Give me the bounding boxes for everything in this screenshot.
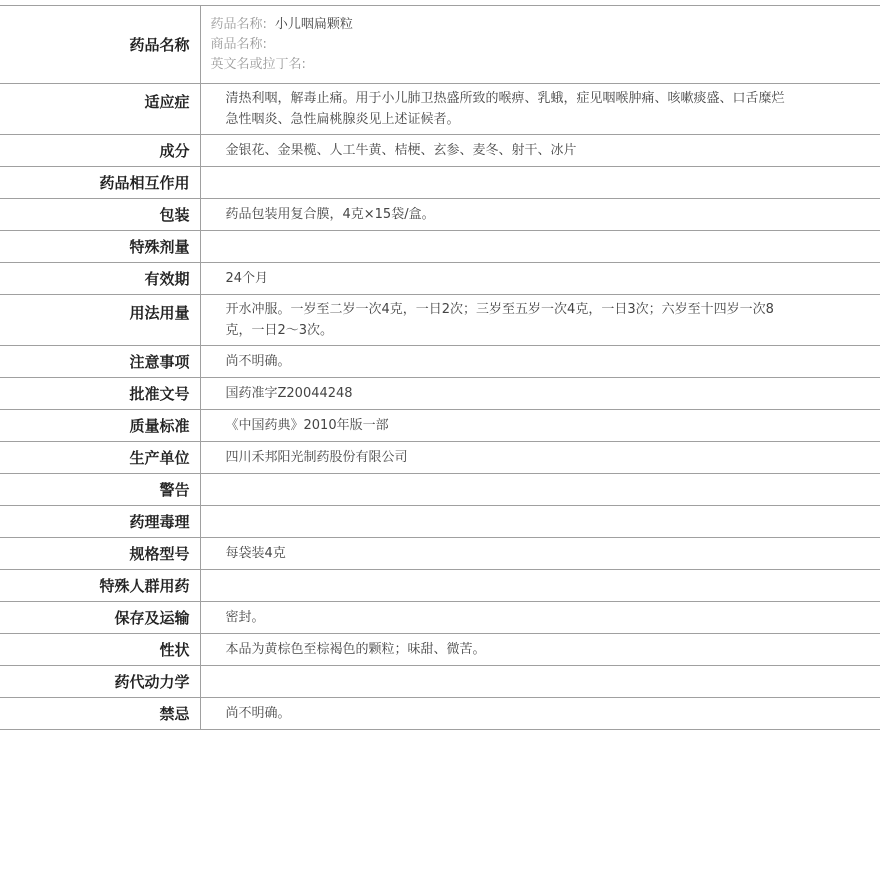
row-indications xyxy=(0,84,880,135)
row-specification xyxy=(0,538,880,570)
row-manufacturer xyxy=(0,442,880,474)
row-label-storage: 保存及运输 xyxy=(0,602,200,634)
row-label-special-populations: 特殊人群用药 xyxy=(0,570,200,602)
row-label-approval-number: 批准文号 xyxy=(0,378,200,410)
row-pharmacokinetics xyxy=(0,666,880,698)
row-description xyxy=(0,634,880,666)
row-drug-name xyxy=(0,6,880,84)
row-interactions xyxy=(0,167,880,199)
row-value-indications: 清热利咽，解毒止痛。用于小儿肺卫热盛所致的喉痹、乳蛾，症见咽喉肿痛、咳嗽痰盛、口舌糜烂急性咽炎、急性扁桃腺炎见上述证候者。 xyxy=(200,84,880,135)
drug-name-key: 药品名称: xyxy=(210,16,267,32)
drug-name-line xyxy=(211,15,880,35)
row-value-special-populations xyxy=(200,570,880,602)
row-packaging xyxy=(0,199,880,231)
row-value-quality-standard: 《中国药典》2010年版一部 xyxy=(200,410,880,442)
drug-info-table xyxy=(0,5,880,730)
drug-name-cell xyxy=(200,6,880,84)
row-label-specification: 规格型号 xyxy=(0,538,200,570)
drug-info-sheet xyxy=(0,5,880,730)
row-value-interactions xyxy=(200,167,880,199)
row-label-interactions: 药品相互作用 xyxy=(0,167,200,199)
row-value-manufacturer: 四川禾邦阳光制药股份有限公司 xyxy=(200,442,880,474)
row-value-precautions: 尚不明确。 xyxy=(200,346,880,378)
latin-name-key: 英文名或拉丁名: xyxy=(210,56,306,72)
row-contraindications xyxy=(0,698,880,730)
row-quality-standard xyxy=(0,410,880,442)
row-value-shelf-life: 24个月 xyxy=(200,263,880,295)
row-label-warning: 警告 xyxy=(0,474,200,506)
row-value-pharmacokinetics xyxy=(200,666,880,698)
drug-name-value: 小儿咽扁颗粒 xyxy=(274,16,353,32)
row-value-specification: 每袋装4克 xyxy=(200,538,880,570)
row-value-contraindications: 尚不明确。 xyxy=(200,698,880,730)
row-label-drug-name: 药品名称 xyxy=(0,6,200,84)
row-label-indications: 适应症 xyxy=(0,84,200,135)
row-value-pharmacology xyxy=(200,506,880,538)
row-label-precautions: 注意事项 xyxy=(0,346,200,378)
row-shelf-life xyxy=(0,263,880,295)
row-precautions xyxy=(0,346,880,378)
row-value-packaging: 药品包装用复合膜，4克×15袋/盒。 xyxy=(200,199,880,231)
row-value-usage-dosage: 开水冲服。一岁至二岁一次4克，一日2次；三岁至五岁一次4克，一日3次；六岁至十四岁一次8克，一日2～3次。 xyxy=(200,295,880,346)
row-storage xyxy=(0,602,880,634)
trade-name-key: 商品名称: xyxy=(210,36,267,52)
row-value-approval-number: 国药准字Z20044248 xyxy=(200,378,880,410)
row-label-contraindications: 禁忌 xyxy=(0,698,200,730)
row-ingredients xyxy=(0,135,880,167)
row-value-warning xyxy=(200,474,880,506)
row-value-special-dosage xyxy=(200,231,880,263)
row-label-pharmacokinetics: 药代动力学 xyxy=(0,666,200,698)
row-approval-number xyxy=(0,378,880,410)
row-label-usage-dosage: 用法用量 xyxy=(0,295,200,346)
row-label-quality-standard: 质量标准 xyxy=(0,410,200,442)
row-label-manufacturer: 生产单位 xyxy=(0,442,200,474)
row-value-description: 本品为黄棕色至棕褐色的颗粒；味甜、微苦。 xyxy=(200,634,880,666)
row-label-shelf-life: 有效期 xyxy=(0,263,200,295)
row-warning xyxy=(0,474,880,506)
row-label-pharmacology: 药理毒理 xyxy=(0,506,200,538)
row-label-packaging: 包装 xyxy=(0,199,200,231)
row-value-ingredients: 金银花、金果榄、人工牛黄、桔梗、玄参、麦冬、射干、冰片 xyxy=(200,135,880,167)
row-label-special-dosage: 特殊剂量 xyxy=(0,231,200,263)
row-label-description: 性状 xyxy=(0,634,200,666)
row-usage-dosage xyxy=(0,295,880,346)
row-value-storage: 密封。 xyxy=(200,602,880,634)
row-label-ingredients: 成分 xyxy=(0,135,200,167)
row-pharmacology xyxy=(0,506,880,538)
row-special-dosage xyxy=(0,231,880,263)
trade-name-line xyxy=(211,35,880,55)
latin-name-line xyxy=(211,55,880,75)
row-special-populations xyxy=(0,570,880,602)
